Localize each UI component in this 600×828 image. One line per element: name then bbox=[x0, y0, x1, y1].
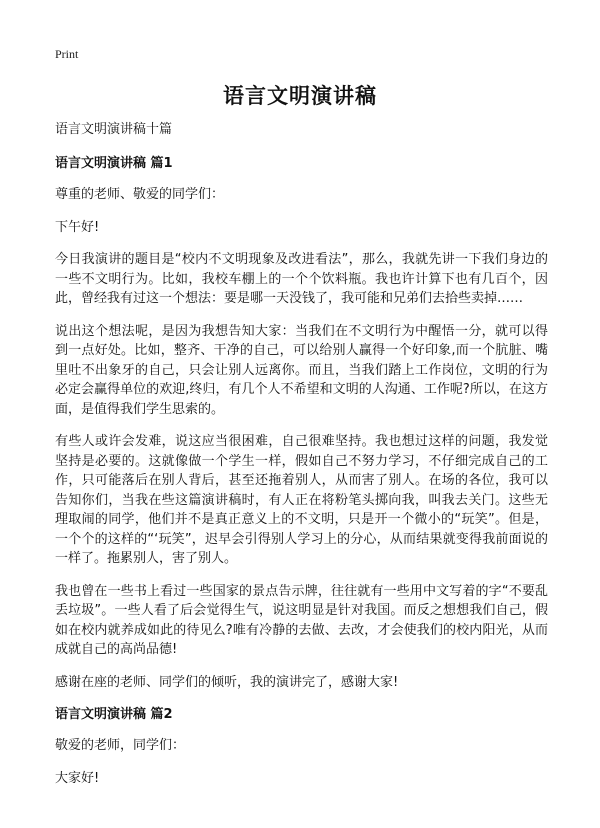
document-subtitle: 语言文明演讲稿十篇 bbox=[55, 122, 173, 137]
document-body bbox=[55, 120, 548, 801]
section-heading: 语言文明演讲稿 篇2 bbox=[55, 707, 173, 722]
section-2 bbox=[55, 705, 548, 788]
paragraph: 今日我演讲的题目是“校内不文明现象及改进看法”，那么，我就先讲一下我们身边的一些不文明行为。比如，我校车棚上的一个个饮料瓶。我也许计算下也有几百个，因此，曾经我有过这一个想法：要是哪一天没钱了，我可能和兄弟们去拾些卖掉…… bbox=[55, 252, 548, 306]
paragraph-greeting: 敬爱的老师，同学们： bbox=[55, 738, 186, 753]
paragraph-salutation: 大家好! bbox=[55, 770, 100, 786]
print-label[interactable]: Print bbox=[55, 47, 79, 61]
paragraph: 有些人或许会发难，说这应当很困难，自己很难坚持。我也想过这样的问题，我发觉坚持是必要的。这就像做一个学生一样，假如自己不努力学习，不仔细完成自己的工作，只可能落后在别人背后，甚至还拖着别人，从而害了别人。在场的各位，我可以告知你们，当我在些这篇演讲稿时，有人正在将粉笔头掷向我，叫我去关门。这些无理取闹的同学，他们并不是真正意义上的不文明，只是开一个微小的“玩笑”。但是，一个个的这样的“‘玩笑”，迟早会引得别人学习上的分心，从而结果就变得我前面说的一样了。拖累别人，害了别人。 bbox=[55, 434, 548, 566]
paragraph-closing: 感谢在座的老师、同学们的倾听，我的演讲完了，感谢大家! bbox=[55, 674, 399, 690]
document-title: 语言文明演讲稿 bbox=[223, 84, 377, 108]
section-heading: 语言文明演讲稿 篇1 bbox=[55, 156, 173, 171]
section-1 bbox=[55, 154, 548, 692]
paragraph: 说出这个想法呢，是因为我想告知大家：当我们在不文明行为中醒悟一分，就可以得到一点好处。比如，整齐、干净的自己，可以给别人赢得一个好印象,而一个肮脏、嘴里吐不出象牙的自己，只会让别人远离你。而且，当我们踏上工作岗位，文明的行为必定会赢得单位的欢迎,终归，有几个人不希望和文明的人沟通、工作呢?所以，在这方面，是值得我们学生思索的。 bbox=[55, 323, 548, 417]
paragraph: 我也曾在一些书上看过一些国家的景点告示牌，往往就有一些用中文写着的字“不要乱丢垃圾”。一些人看了后会觉得生气，说这明显是针对我国。而反之想想我们自己，假如在校内就养成如此的待见么?唯有冷静的去做、去改，才会使我们的校内阳光，从而成就自己的高尚品德! bbox=[55, 583, 548, 657]
paragraph-salutation: 下午好! bbox=[55, 219, 100, 235]
paragraph-greeting: 尊重的老师、敬爱的同学们： bbox=[55, 187, 225, 202]
